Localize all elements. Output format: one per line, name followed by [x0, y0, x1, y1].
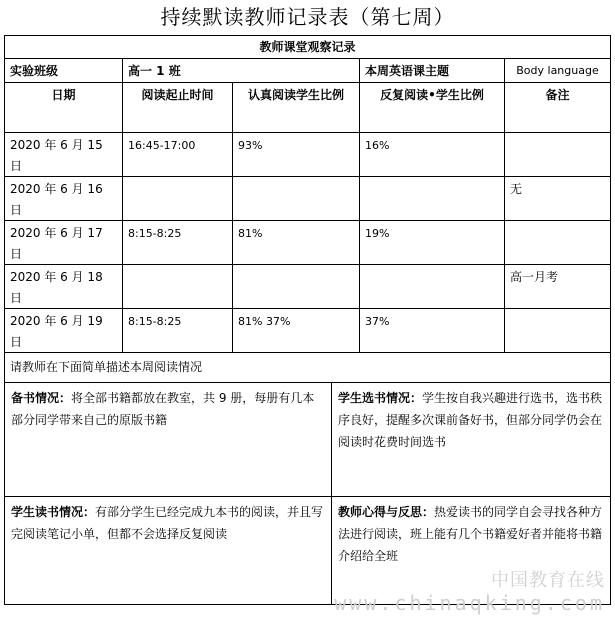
class-value: 高一 1 班: [122, 58, 360, 83]
student-reading-label: 学生读书情况：: [11, 505, 96, 519]
table-row-note: [504, 308, 611, 353]
table-row-serious: [232, 176, 360, 221]
student-reading-section: [4, 496, 332, 605]
table-caption: 教师课堂观察记录: [4, 35, 611, 59]
table-row-serious: [232, 264, 360, 309]
header-serious-ratio: 认真阅读学生比例: [232, 82, 360, 133]
book-selection-section: [331, 382, 611, 497]
table-row-date: 2020 年 6 月 18 日: [4, 264, 123, 309]
table-row-repeat: [359, 176, 505, 221]
observation-table: [4, 35, 611, 605]
table-row-serious: 81% 37%: [232, 308, 360, 353]
description-prompt: 请教师在下面简单描述本周阅读情况: [4, 352, 611, 383]
table-row-date: 2020 年 6 月 17 日: [4, 220, 123, 265]
teacher-reflection-text: 热爱读书的同学自会寻找各种方法进行阅读，班上能有几个书籍爱好者并能将书籍介绍给全班: [338, 505, 603, 563]
table-row-serious: 81%: [232, 220, 360, 265]
books-prep-text: 将全部书籍都放在教室，共 9 册，每册有几本 部分同学带来自己的原版书籍: [11, 391, 315, 427]
header-repeat-ratio: 反复阅读•学生比例: [359, 82, 505, 133]
watermark-url: www.chinaqking.com: [334, 591, 605, 615]
topic-label: 本周英语课主题: [359, 58, 505, 83]
table-row-repeat: [359, 264, 505, 309]
page-title: 持续默读教师记录表（第七周）: [160, 5, 455, 29]
teacher-reflection-label: 教师心得与反思：: [338, 505, 435, 519]
table-row-time: 8:15-8:25: [122, 220, 233, 265]
header-date: 日期: [4, 82, 123, 133]
student-reading-text: 有部分学生已经完成九本书的阅读，并且写完阅读笔记小单，但都不会选择反复阅读: [11, 505, 324, 541]
topic-value: Body language: [504, 58, 611, 83]
header-time: 阅读起止时间: [122, 82, 233, 133]
table-row-date: 2020 年 6 月 15 日: [4, 132, 123, 177]
table-row-note: 高一月考: [504, 264, 611, 309]
table-row-repeat: 19%: [359, 220, 505, 265]
header-note: 备注: [504, 82, 611, 133]
table-row-time: 16:45-17:00: [122, 132, 233, 177]
book-selection-label: 学生选书情况：: [338, 391, 423, 405]
table-row-time: 8:15-8:25: [122, 308, 233, 353]
table-row-note: [504, 132, 611, 177]
table-row-note: 无: [504, 176, 611, 221]
table-row-time: [122, 176, 233, 221]
table-row-repeat: 37%: [359, 308, 505, 353]
table-row-note: [504, 220, 611, 265]
table-row-repeat: 16%: [359, 132, 505, 177]
class-label: 实验班级: [4, 58, 123, 83]
site-watermark: [334, 570, 605, 614]
table-row-date: 2020 年 6 月 19 日: [4, 308, 123, 353]
table-row-date: 2020 年 6 月 16 日: [4, 176, 123, 221]
table-row-serious: 93%: [232, 132, 360, 177]
books-prep-label: 备书情况：: [11, 391, 72, 405]
book-selection-text: 学生按自我兴趣进行选书，选书秩序良好，提醒多次课前备好书，但部分同学仍会在阅读时花费时间选书: [338, 391, 603, 449]
books-prep-section: [4, 382, 332, 497]
watermark-brand: 中国教育在线: [491, 570, 605, 591]
table-row-time: [122, 264, 233, 309]
